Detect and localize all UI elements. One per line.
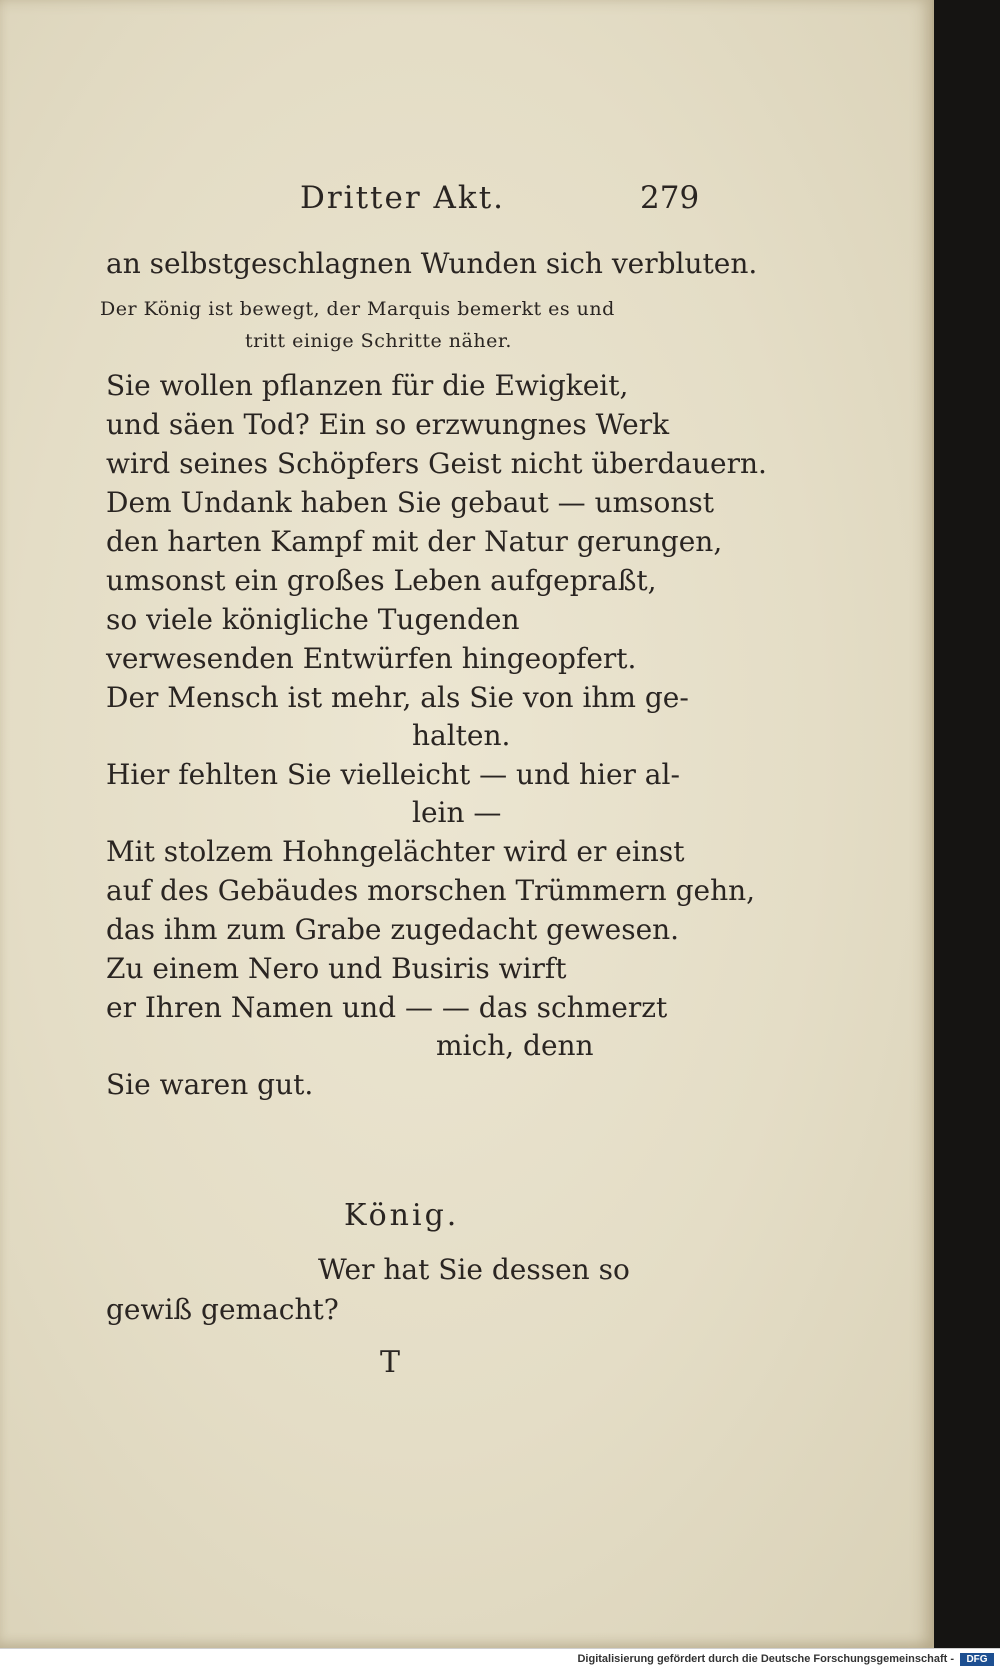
verse-line: so viele königliche Tugenden bbox=[106, 603, 520, 636]
verse-line: den harten Kampf mit der Natur gerungen, bbox=[106, 525, 723, 558]
verse-line: mich, denn bbox=[436, 1029, 594, 1062]
verse-line: lein — bbox=[412, 796, 502, 829]
page-number: 279 bbox=[640, 180, 700, 216]
verse-line: Sie waren gut. bbox=[106, 1068, 314, 1101]
running-head: Dritter Akt. bbox=[300, 180, 506, 216]
verse-line: auf des Gebäudes morschen Trümmern gehn, bbox=[106, 874, 756, 907]
verse-line: Der Mensch ist mehr, als Sie von ihm ge- bbox=[106, 681, 689, 714]
footer-bar bbox=[0, 1648, 1000, 1671]
verse-line: verwesenden Entwürfen hingeopfert. bbox=[106, 642, 637, 675]
verse-line: das ihm zum Grabe zugedacht gewesen. bbox=[106, 913, 680, 946]
verse-line: umsonst ein großes Leben aufgepraßt, bbox=[106, 564, 657, 597]
book-edge bbox=[934, 0, 1000, 1648]
verse-line: Hier fehlten Sie vielleicht — und hier al- bbox=[106, 758, 680, 791]
verse-line: er Ihren Namen und — — das schmerzt bbox=[106, 991, 668, 1024]
stage-direction: tritt einige Schritte näher. bbox=[245, 330, 512, 352]
speaker-name: König. bbox=[344, 1198, 460, 1233]
verse-line: Mit stolzem Hohngelächter wird er einst bbox=[106, 835, 685, 868]
verse-line: halten. bbox=[412, 719, 511, 752]
catchword: T bbox=[380, 1345, 401, 1380]
verse-line: wird seines Schöpfers Geist nicht überdauern. bbox=[106, 447, 767, 480]
verse-line: Dem Undank haben Sie gebaut — umsonst bbox=[106, 486, 715, 519]
reply-line: gewiß gemacht? bbox=[106, 1293, 339, 1326]
reply-line: Wer hat Sie dessen so bbox=[318, 1253, 630, 1286]
verse-line: Zu einem Nero und Busiris wirft bbox=[106, 952, 567, 985]
text-line: an selbstgeschlagnen Wunden sich verbluten. bbox=[106, 247, 758, 280]
verse-line: und säen Tod? Ein so erzwungnes Werk bbox=[106, 408, 670, 441]
verse-line: Sie wollen pflanzen für die Ewigkeit, bbox=[106, 369, 629, 402]
footer-credit: Digitalisierung gefördert durch die Deutsche Forschungsgemeinschaft - bbox=[577, 1653, 954, 1665]
stage-direction: Der König ist bewegt, der Marquis bemerkt es und bbox=[100, 298, 615, 320]
dfg-logo: DFG bbox=[960, 1653, 994, 1666]
